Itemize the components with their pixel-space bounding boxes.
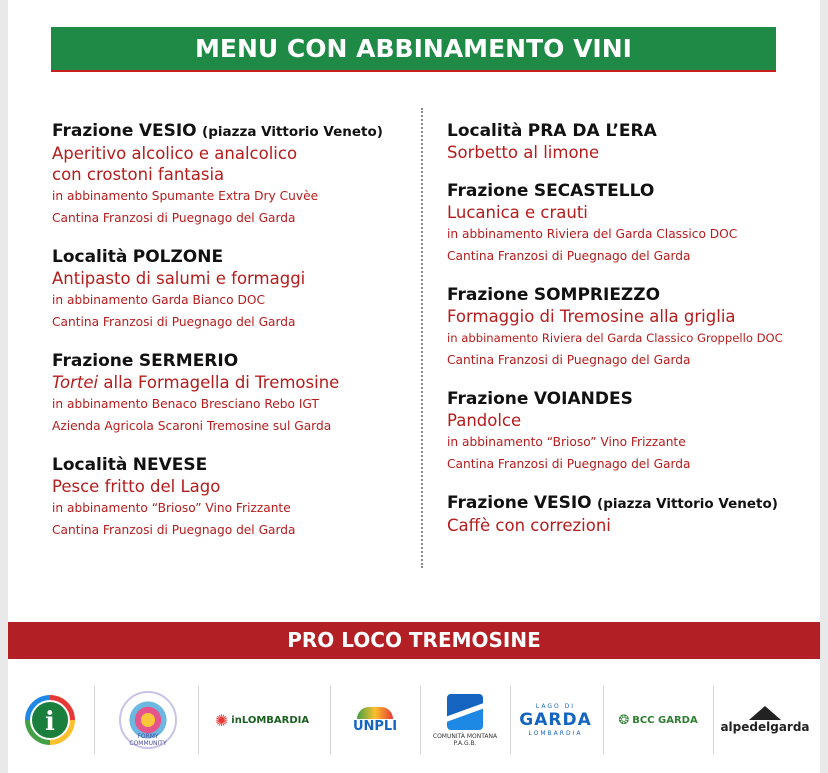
logo-separator (603, 686, 604, 754)
wine-producer: Cantina Franzosi di Puegnago del Garda (447, 249, 691, 263)
wine-pairing: in abbinamento “Brioso” Vino Frizzante (52, 501, 291, 515)
in-lombardia-logo (203, 676, 321, 764)
dish-name: Pesce fritto del Lago (52, 477, 221, 496)
wine-pairing: in abbinamento Garda Bianco DOC (52, 293, 265, 307)
dish-name: Aperitivo alcolico e analcolico (52, 144, 298, 163)
unpli-arc-icon (357, 707, 393, 719)
menu-entry-vesio (52, 120, 412, 229)
dish-name: Pandolce (447, 411, 522, 430)
dish-name: Lucanica e crauti (447, 203, 588, 222)
entry-place (447, 180, 817, 202)
logo-separator (510, 686, 511, 754)
wine-pairing: in abbinamento Riviera del Garda Classico DOC (447, 227, 738, 241)
place-prefix: Frazione (447, 285, 529, 305)
wine-producer: Cantina Franzosi di Puegnago del Garda (52, 211, 296, 225)
entry-place (52, 120, 412, 143)
place-name: VESIO (138, 121, 197, 141)
place-name: NEVESE (132, 455, 208, 475)
menu-entry-vesio-caffe (447, 492, 817, 536)
right-menu-column (447, 120, 817, 553)
title-underline (51, 70, 776, 72)
place-prefix: Frazione (52, 351, 134, 371)
dish-italic-word: Tortei (52, 373, 99, 392)
bcc-garda-logo (608, 676, 708, 764)
dish-name: Formaggio di Tremosine alla griglia (447, 307, 736, 326)
place-prefix: Frazione (52, 121, 134, 141)
logo-separator (94, 686, 95, 754)
wine-producer: Azienda Agricola Scaroni Tremosine sul Garda (52, 419, 332, 433)
entry-place (52, 454, 412, 476)
place-name: VESIO (533, 493, 592, 513)
garda-text: GARDA (519, 710, 592, 730)
dish-rest: alla Formagella di Tremosine (98, 373, 340, 392)
entry-place (447, 388, 817, 410)
alpe-text: alpedelgarda (720, 720, 810, 734)
menu-entry-voiandes (447, 388, 817, 475)
menu-entry-sompriezzo (447, 284, 817, 371)
sponsor-logos-row (8, 676, 820, 764)
entry-place (447, 120, 817, 142)
menu-entry-pra-da-lera (447, 120, 817, 163)
wine-producer: Cantina Franzosi di Puegnago del Garda (447, 457, 691, 471)
mountain-icon (447, 694, 483, 730)
dish-name (52, 372, 412, 393)
alpe-del-garda-logo (716, 676, 814, 764)
place-name: PRA DA L’ERA (527, 121, 657, 141)
menu-entry-nevese (52, 454, 412, 541)
wine-pairing: in abbinamento “Brioso” Vino Frizzante (447, 435, 686, 449)
comunita-text: COMUNITÀ MONTANA P.A.G.B. (432, 732, 498, 747)
garda-bottom-text: LOMBARDIA (528, 730, 583, 737)
peak-icon (749, 706, 781, 720)
place-name: SECASTELLO (533, 181, 655, 201)
logo-separator (713, 686, 714, 754)
logo-separator (198, 686, 199, 754)
lombardia-text: inLOMBARDIA (231, 714, 310, 726)
formy-community-logo (103, 676, 193, 764)
dish-name: Antipasto di salumi e formaggi (52, 269, 306, 288)
menu-entry-polzone (52, 246, 412, 333)
place-prefix: Località (52, 247, 128, 267)
column-divider (421, 108, 423, 568)
logo-separator (330, 686, 331, 754)
place-name: SOMPRIEZZO (533, 285, 661, 305)
wine-producer: Cantina Franzosi di Puegnago del Garda (52, 523, 296, 537)
wine-producer: Cantina Franzosi di Puegnago del Garda (52, 315, 296, 329)
bcc-text: BCC GARDA (632, 714, 698, 726)
place-name: POLZONE (132, 247, 224, 267)
place-name: SERMERIO (138, 351, 239, 371)
entry-place (52, 350, 412, 372)
lago-di-garda-logo (513, 676, 598, 764)
wine-producer: Cantina Franzosi di Puegnago del Garda (447, 353, 691, 367)
place-note: (piazza Vittorio Veneto) (597, 496, 778, 512)
comunita-montana-logo (425, 676, 505, 764)
dish-name: Sorbetto al limone (447, 143, 600, 162)
menu-entry-secastello (447, 180, 817, 267)
place-prefix: Frazione (447, 493, 529, 513)
menu-title: MENU CON ABBINAMENTO VINI (51, 27, 776, 70)
dish-name-line2: con crostoni fantasia (52, 165, 225, 184)
wine-pairing: in abbinamento Benaco Bresciano Rebo IGT (52, 397, 319, 411)
menu-entry-sermerio (52, 350, 412, 437)
flower-icon: ✺ (214, 710, 229, 730)
wine-pairing: in abbinamento Spumante Extra Dry Cuvèe (52, 189, 319, 203)
place-note: (piazza Vittorio Veneto) (202, 124, 383, 140)
garda-top-text: LAGO DI (535, 703, 576, 710)
entry-place (447, 284, 817, 306)
left-menu-column (52, 120, 412, 558)
place-prefix: Frazione (447, 181, 529, 201)
bcc-mark-icon: ❂ (618, 712, 630, 728)
place-prefix: Località (447, 121, 523, 141)
formy-text: FORMY COMMUNITY (129, 733, 167, 747)
info-point-icon (16, 676, 84, 764)
unpli-logo (335, 676, 415, 764)
entry-place (447, 492, 817, 515)
footer-title: PRO LOCO TREMOSINE (8, 622, 820, 659)
place-name: VOIANDES (533, 389, 633, 409)
info-letter: i (30, 700, 70, 740)
place-prefix: Frazione (447, 389, 529, 409)
dish-name: Caffè con correzioni (447, 516, 611, 535)
wine-pairing: in abbinamento Riviera del Garda Classico Groppello DOC (447, 331, 783, 345)
entry-place (52, 246, 412, 268)
unpli-text: UNPLI (352, 718, 398, 734)
logo-separator (420, 686, 421, 754)
place-prefix: Località (52, 455, 128, 475)
